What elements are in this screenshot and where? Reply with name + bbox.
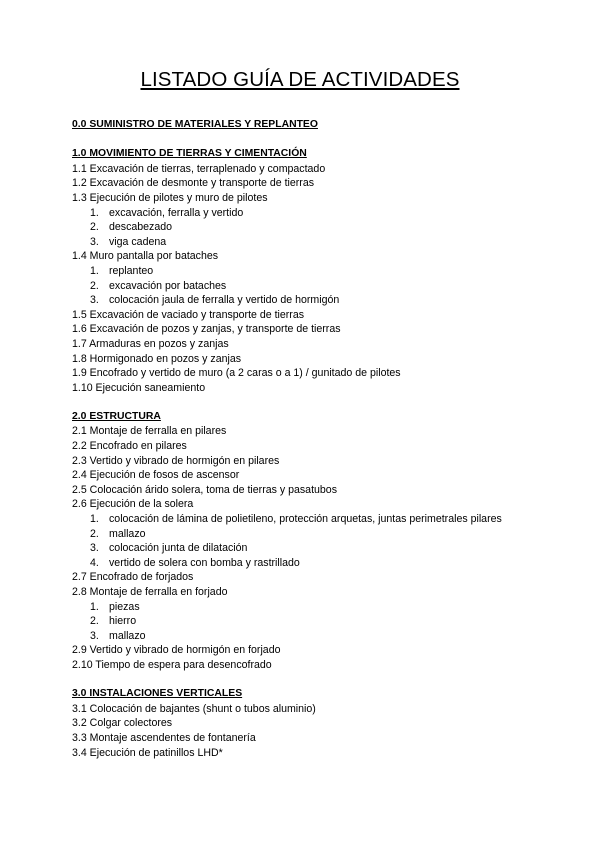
activity-item: 1.1 Excavación de tierras, terraplenado y compactado [72, 162, 326, 175]
activity-item: 1.3 Ejecución de pilotes y muro de pilotes [72, 191, 268, 204]
page-title: LISTADO GUÍA DE ACTIVIDADES [140, 68, 460, 91]
activity-item: 2.9 Vertido y vibrado de hormigón en forjado [72, 644, 281, 657]
activity-item: 1.5 Excavación de vaciado y transporte de tierras [72, 308, 305, 321]
sub-activity-text: descabezado [109, 221, 173, 234]
sub-activity-number: 3. [90, 294, 99, 307]
activity-list [72, 118, 572, 760]
section-1 [72, 147, 572, 395]
section-0 [72, 118, 572, 133]
sub-activity-number: 2. [90, 221, 99, 234]
sub-activity-number: 2. [90, 615, 99, 628]
activity-item: 1.8 Hormigonado en pozos y zanjas [72, 352, 242, 365]
sub-activity-list [72, 600, 572, 644]
section-heading: 1.0 MOVIMIENTO DE TIERRAS Y CIMENTACIÓN [72, 148, 307, 160]
sub-activity-number: 3. [90, 235, 99, 248]
activity-item: 1.2 Excavación de desmonte y transporte de tierras [72, 177, 315, 190]
sub-activity-item [72, 264, 572, 279]
sub-activity-list [72, 206, 572, 250]
sub-activity-text: excavación por bataches [109, 279, 227, 292]
sub-activity-item [72, 629, 572, 644]
sub-activity-text: excavación, ferralla y vertido [109, 206, 244, 219]
activity-item: 1.10 Ejecución saneamiento [72, 381, 206, 394]
sub-activity-item [72, 279, 572, 294]
activity-item: 2.6 Ejecución de la solera [72, 498, 194, 511]
activity-item: 1.4 Muro pantalla por bataches [72, 250, 219, 263]
sub-activity-text: viga cadena [109, 235, 167, 248]
activity-item: 2.7 Encofrado de forjados [72, 571, 194, 584]
activity-item: 2.1 Montaje de ferralla en pilares [72, 425, 227, 438]
sub-activity-list [72, 264, 572, 308]
activity-item: 2.2 Encofrado en pilares [72, 440, 187, 453]
activity-item: 3.4 Ejecución de patinillos LHD* [72, 746, 223, 759]
sub-activity-item [72, 541, 572, 556]
sub-activity-item [72, 527, 572, 542]
sub-activity-number: 1. [90, 600, 99, 613]
activity-item: 3.3 Montaje ascendentes de fontanería [72, 731, 256, 744]
sub-activity-item [72, 556, 572, 571]
sub-activity-item [72, 293, 572, 308]
section-heading: 3.0 INSTALACIONES VERTICALES [72, 688, 243, 700]
section-heading: 0.0 SUMINISTRO DE MATERIALES Y REPLANTEO [72, 119, 318, 130]
sub-activity-item [72, 235, 572, 250]
sub-activity-number: 3. [90, 542, 99, 555]
activity-item: 3.1 Colocación de bajantes (shunt o tubos aluminio) [72, 702, 316, 715]
sub-activity-number: 2. [90, 279, 99, 292]
activity-item: 1.6 Excavación de pozos y zanjas, y transporte de tierras [72, 323, 341, 336]
sub-activity-text: mallazo [109, 527, 146, 540]
sub-activity-text: vertido de solera con bomba y rastrillado [109, 556, 300, 569]
sub-activity-text: piezas [109, 600, 140, 613]
sub-activity-number: 4. [90, 556, 99, 569]
section-2 [72, 410, 572, 673]
section-heading: 2.0 ESTRUCTURA [72, 410, 161, 422]
activity-item: 3.2 Colgar colectores [72, 717, 173, 730]
activity-item: 2.5 Colocación árido solera, toma de tierras y pasatubos [72, 483, 337, 496]
sub-activity-text: colocación junta de dilatación [109, 542, 248, 555]
sub-activity-item [72, 614, 572, 629]
activity-item: 1.9 Encofrado y vertido de muro (a 2 caras o a 1) / gunitado de pilotes [72, 367, 401, 380]
sub-activity-text: colocación de lámina de polietileno, protección arquetas, juntas perimetrales pilares [109, 513, 502, 526]
sub-activity-item [72, 512, 572, 527]
sub-activity-number: 1. [90, 264, 99, 277]
sub-activity-text: replanteo [109, 264, 154, 277]
sub-activity-text: hierro [109, 615, 137, 628]
sub-activity-item [72, 220, 572, 235]
activity-item: 2.8 Montaje de ferralla en forjado [72, 586, 228, 598]
sub-activity-number: 3. [90, 629, 99, 642]
activity-item: 2.4 Ejecución de fosos de ascensor [72, 469, 240, 482]
sub-activity-number: 1. [90, 206, 99, 219]
sub-activity-item [72, 206, 572, 221]
sub-activity-text: colocación jaula de ferralla y vertido de hormigón [109, 294, 340, 307]
sub-activity-text: mallazo [109, 629, 146, 642]
activity-item: 2.3 Vertido y vibrado de hormigón en pilares [72, 454, 280, 467]
sub-activity-number: 1. [90, 513, 99, 526]
activity-item: 1.7 Armaduras en pozos y zanjas [72, 337, 229, 350]
sub-activity-list [72, 512, 572, 570]
sub-activity-item [72, 600, 572, 615]
sub-activity-number: 2. [90, 527, 99, 540]
activity-item: 2.10 Tiempo de espera para desencofrado [72, 658, 272, 671]
section-3 [72, 687, 572, 760]
